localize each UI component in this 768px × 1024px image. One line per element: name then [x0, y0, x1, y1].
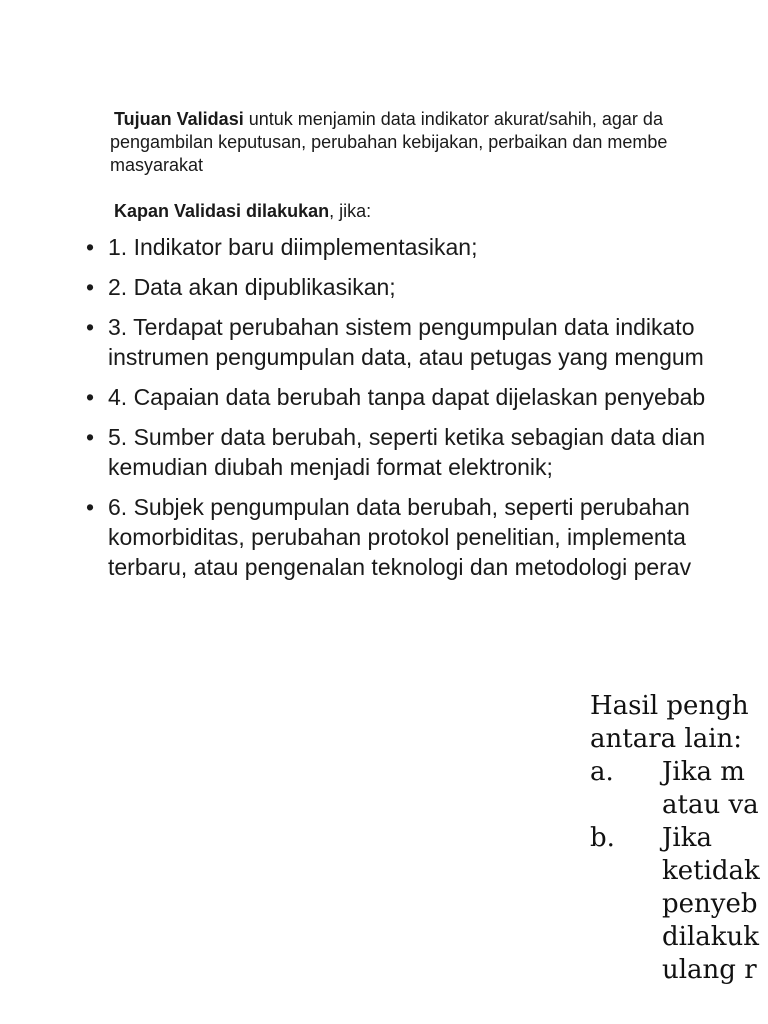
scan-item-text: Jika m — [662, 757, 745, 787]
bullet-icon: • — [86, 424, 95, 450]
bullet-icon: • — [86, 314, 95, 340]
intro-line-2: pengambilan keputusan, perubahan kebijakan, perbaikan dan membe — [110, 132, 668, 152]
list-item-line: 6. Subjek pengumpulan data berubah, seperti perubahan — [108, 494, 690, 520]
scanned-excerpt — [590, 690, 768, 987]
list-item-line: 2. Data akan dipublikasikan; — [108, 274, 396, 300]
intro-bold-lead: Tujuan Validasi — [114, 109, 244, 129]
scan-item-a — [590, 756, 768, 789]
scan-line-2: antara lain: — [590, 724, 743, 754]
list-item-line: instrumen pengumpulan data, atau petugas yang mengum — [108, 344, 704, 370]
bullet-icon: • — [86, 384, 95, 410]
scan-item-text: atau va — [662, 790, 759, 820]
intro-line-1-text: untuk menjamin data indikator akurat/sahih, agar da — [243, 109, 663, 129]
intro-line-1 — [110, 108, 768, 131]
list-item-line: 3. Terdapat perubahan sistem pengumpulan data indikato — [108, 314, 695, 340]
scan-item-text: ulang r — [662, 955, 757, 985]
intro-paragraph — [110, 108, 768, 177]
scan-item-text: ketidak — [662, 856, 760, 886]
bullet-icon: • — [86, 274, 95, 300]
bullet-icon: • — [86, 234, 95, 260]
scan-item-text: dilakuk — [662, 922, 760, 952]
list-item-line: terbaru, atau pengenalan teknologi dan metodologi perav — [108, 554, 692, 580]
list-item — [86, 272, 705, 302]
list-item-line: 5. Sumber data berubah, seperti ketika sebagian data dian — [108, 424, 706, 450]
list-item — [86, 312, 705, 372]
scan-item-text: penyeb — [662, 889, 758, 919]
bullet-icon: • — [86, 494, 95, 520]
scan-line-1: Hasil pengh — [590, 691, 749, 721]
criteria-list — [86, 232, 705, 592]
list-item — [86, 422, 705, 482]
list-item — [86, 382, 705, 412]
scan-item-b — [590, 822, 768, 855]
list-item-line: kemudian diubah menjadi format elektronik; — [108, 454, 553, 480]
kapan-bold: Kapan Validasi dilakukan — [114, 201, 330, 221]
list-item — [86, 492, 705, 582]
scan-item-label: b. — [590, 823, 615, 853]
list-item-line: komorbiditas, perubahan protokol penelitian, implementa — [108, 524, 686, 550]
scan-item-label: a. — [590, 757, 614, 787]
intro-line-3: masyarakat — [110, 155, 204, 175]
kapan-heading — [114, 200, 371, 223]
list-item-line: 1. Indikator baru diimplementasikan; — [108, 234, 478, 260]
kapan-rest: , jika: — [329, 201, 372, 221]
scan-item-text: Jika — [662, 823, 712, 853]
list-item-line: 4. Capaian data berubah tanpa dapat dijelaskan penyebab — [108, 384, 706, 410]
list-item — [86, 232, 705, 262]
